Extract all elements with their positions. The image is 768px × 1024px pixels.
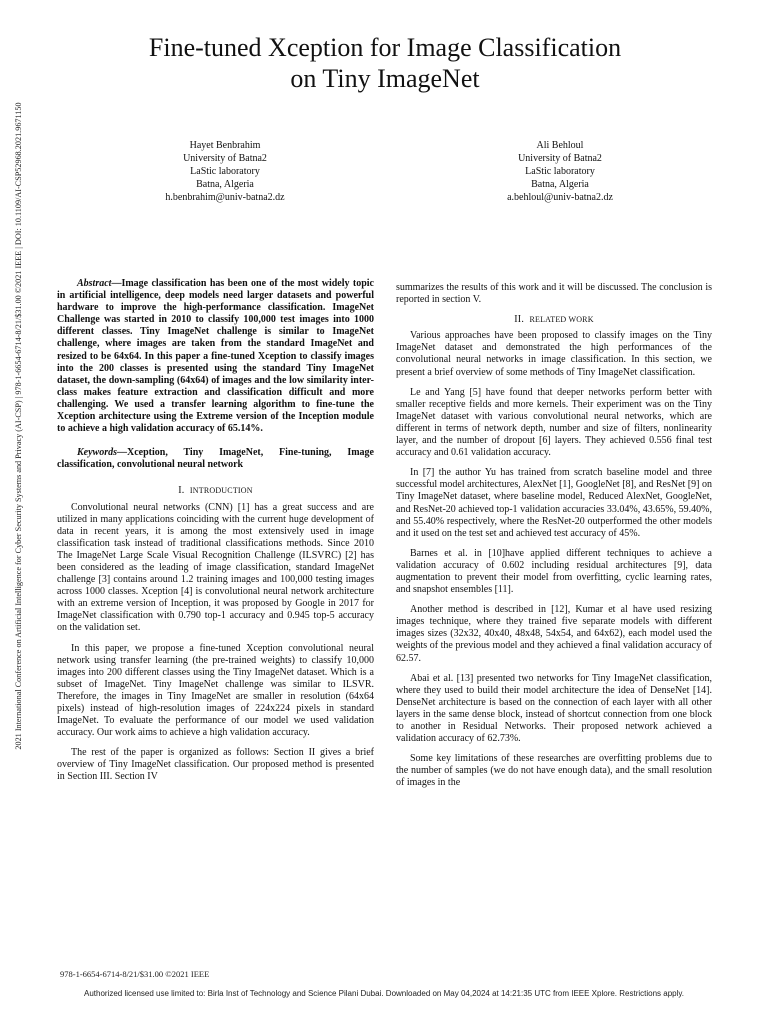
section-heading-introduction bbox=[57, 485, 374, 497]
title-line-2: on Tiny ImageNet bbox=[290, 64, 480, 93]
section-title: RELATED WORK bbox=[529, 315, 594, 325]
keywords-label: Keywords bbox=[77, 447, 117, 459]
section-title: INTRODUCTION bbox=[189, 486, 253, 496]
author-lab: LaStic laboratory bbox=[190, 166, 260, 177]
author-name: Ali Behloul bbox=[536, 140, 584, 151]
copyright-footer: 978-1-6654-6714-8/21/$31.00 ©2021 IEEE bbox=[60, 969, 210, 979]
author-block-2 bbox=[430, 139, 690, 204]
section-number: I. bbox=[178, 485, 185, 497]
left-column bbox=[57, 278, 374, 792]
abstract bbox=[57, 278, 374, 435]
abstract-text: —Image classification has been one of the most widely topic in artificial intelligence, deep models need larger datasets and powerful hardware to improve the high-performance classification. ImageNet Challenge was started in 2010 to classify 100,000 test images into 1000 different classes. Tiny ImageNet challenge is similar to ImageNet challenge, where images are taken from the standard ImageNet and resized to be 64x64. In this paper a fine-tuned Xception to classify images into the 200 classes is presented using the standard Tiny ImageNet dataset, the down-sampling (64x64) of images and the low similarity inter-class makes feature extraction and classification difficult and more challenging. We used a transfer learning algorithm to fine-tune the Xception architecture using the Extreme version of the Inception module to achieve a high validation accuracy of 65.14%. bbox=[57, 278, 374, 435]
intro-paragraph-1: Convolutional neural networks (CNN) [1] has a great success and are utilized in many applications coinciding with the current huge development of data in recent years, it is among the most extensively used in image classification task instead of traditional classifications methods. Since 2010 The ImageNet Large Scale Visual Recognition Challenge (ILSVRC) [2] has been considered as the leading of image classification, standard ImageNet challenge [3] contains around 1.2 training images and 100,000 testing images across 1000 classes. Xception [4] is convolutional neural network architecture with an extreme version of Inception, it was proposed by Google in 2017 for ImageNet classification with 0.790 top-1 accuracy and 0.945 top-5 accuracy on the validation set. bbox=[57, 501, 374, 634]
author-email[interactable]: a.behloul@univ-batna2.dz bbox=[507, 192, 613, 203]
author-block-1 bbox=[95, 139, 355, 204]
author-affiliation: University of Batna2 bbox=[518, 153, 602, 164]
intro-paragraph-3: The rest of the paper is organized as follows: Section II gives a brief overview of Tiny ImageNet classification. Our proposed method is presented in Section III. Section IV bbox=[57, 747, 374, 783]
related-paragraph-7: Some key limitations of these researches are overfitting problems due to the number of samples (we do not have enough data), and the small resolution of images in the bbox=[396, 753, 712, 789]
section-heading-related-work bbox=[396, 314, 712, 326]
related-paragraph-3: In [7] the author Yu has trained from scratch baseline model and three successful model architectures, AlexNet [1], GoogleNet [8], and ResNet [9] on Tiny ImageNet dataset, where baseline model, Reduced AlexNet, GoogleNet, and ResNet-20 achieved top-1 validation accuracies 33.04%, 43.65%, 59.40%, and 55.40% respectively, where the ResNet-20 outperformed the other models and it used on the test set and achieved test accuracy of 45%. bbox=[396, 467, 712, 539]
license-notice: Authorized licensed use limited to: Birla Inst of Technology and Science Pilani Dubai. Downloaded on May 04,2024 at 14:21:35 UTC from IEEE Xplore. Restrictions apply. bbox=[83, 989, 685, 998]
author-location: Batna, Algeria bbox=[196, 179, 254, 190]
related-paragraph-1: Various approaches have been proposed to classify images on the Tiny ImageNet dataset and demonstrated the high performances of the convolutional neural networks in image classification. In this section, we present a brief overview of some methods of Tiny ImageNet classification. bbox=[396, 330, 712, 378]
keywords bbox=[57, 447, 374, 471]
section-number: II. bbox=[514, 314, 525, 326]
author-name: Hayet Benbrahim bbox=[189, 140, 261, 151]
intro-continuation: summarizes the results of this work and it will be discussed. The conclusion is reported in section V. bbox=[396, 282, 712, 306]
abstract-label: Abstract bbox=[77, 278, 112, 289]
related-paragraph-5: Another method is described in [12], Kumar et al have used resizing images technique, where they trained five separate models with different images sizes (32x32, 40x40, 48x48, 54x54, and 64x62), each model used the weights of the previous model and they achieved a final validation accuracy of 62.57. bbox=[396, 604, 712, 664]
author-location: Batna, Algeria bbox=[531, 179, 589, 190]
paper-title bbox=[60, 32, 710, 94]
author-email[interactable]: h.benbrahim@univ-batna2.dz bbox=[165, 192, 285, 203]
right-column bbox=[396, 282, 712, 797]
author-affiliation: University of Batna2 bbox=[183, 153, 267, 164]
author-lab: LaStic laboratory bbox=[525, 166, 595, 177]
keywords-text: —Xception, Tiny ImageNet, Fine-tuning, Image classification, convolutional neural network bbox=[57, 447, 374, 471]
related-paragraph-2: Le and Yang [5] have found that deeper networks perform better with smaller receptive fields and more kernels. Their experiment was on the Tiny ImageNet dataset with various convolutional neural networks, which are different in terms of network depth, number and size of filters, nonlinearity layer, and the number of dropout [6] layers. They achieved 0.556 final test accuracy and 0.61 validation accuracy. bbox=[396, 386, 712, 459]
title-line-1: Fine-tuned Xception for Image Classification bbox=[148, 33, 622, 62]
conference-sidebar: 2021 International Conference on Artificial Intelligence for Cyber Security Systems and Privacy (AI-CSP) | 978-1-6654-6714-8/21/$31.00 ©2021 IEEE | DOI: 10.1109/AI-CSP52968.2021.9671150 bbox=[14, 102, 23, 750]
related-paragraph-4: Barnes et al. in [10]have applied different techniques to achieve a validation accuracy of 0.602 including residual architectures [9], data augmentation to prevent their model from overfitting, cyclic learning rates, and snapshot ensembles [11]. bbox=[396, 547, 712, 596]
related-paragraph-6: Abai et al. [13] presented two networks for Tiny ImageNet classification, where they used to build their model architecture the idea of DenseNet [14]. DenseNet architecture is based on the connection of each layer with all other layers in the same dense block, instead of shortcut connection from one block to another in Residual Networks. Their proposed network achieved a validation accuracy of 62.73%. bbox=[396, 672, 712, 745]
intro-paragraph-2: In this paper, we propose a fine-tuned Xception convolutional neural network using transfer learning (the pre-trained weights) to classify 10,000 images into 200 different classes using the Tiny ImageNet dataset. Which is a subset of ImageNet. Tiny ImageNet challenge was similar to ILSVR. Therefore, the images in Tiny ImageNet are smaller in resolution (64x64 pixels) instead of high-resolution images of 224x224 pixels in standard ImageNet. To evaluate the performance of our model we used validation accuracy. Our work aims to achieve a high validation accuracy. bbox=[57, 642, 374, 739]
